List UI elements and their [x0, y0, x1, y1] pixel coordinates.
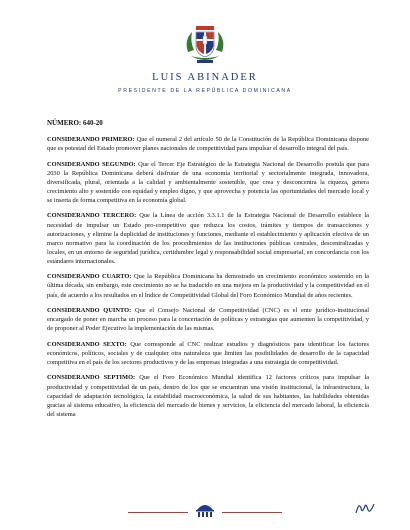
- considerando-paragraph: [47, 272, 369, 299]
- paragraph-label: CONSIDERANDO SEPTIMO:: [47, 374, 136, 382]
- considerando-paragraph: [47, 340, 369, 367]
- president-name: LUIS ABINADER: [152, 72, 258, 83]
- paragraph-label: CONSIDERANDO TERCERO:: [47, 212, 137, 220]
- considerando-paragraph: [47, 306, 369, 333]
- document-body: [47, 135, 369, 425]
- paragraph-text: Que el Foro Económico Mundial identifica 12 factores críticos para impulsar la productividad y competitividad de un país, dentro de los que se encuentran una visión institucional, la infraestructura, la capacidad de adaptación tecnológica, la estabilidad macroeconómica, la salud de sus habitantes, las habilidades obtenidas gracias al sistema educativo, la eficiencia del mercado de bienes y servicios, la eficiencia del mercado laboral, la eficiencia del sistema: [47, 374, 369, 418]
- footer-divider-left: [128, 512, 188, 513]
- handwritten-initials-icon: [353, 500, 377, 516]
- decree-number: NÚMERO: 640-20: [47, 119, 103, 127]
- paragraph-text: Que el Consejo Nacional de Competitividad (CNC) es el ente jurídico-institucional encargado de poner en marcha un proceso para la concertación de políticas y estrategias que aumenten la competitividad, y de proponer al Poder Ejecutivo la implementación de las mismas.: [47, 307, 369, 333]
- considerando-paragraph: [47, 373, 369, 418]
- paragraph-text: Que corresponde al CNC realizar estudios y diagnósticos para identificar los factores económicos, políticos, sociales y de cualquier otra naturaleza que limiten las posibilidades de desarrollo de la capacidad competitiva en el país de los sectores productivos y de las empresas integradas a una estrategia de competitividad.: [47, 340, 369, 366]
- considerando-paragraph: [47, 211, 369, 266]
- office-title: PRESIDENTE DE LA REPÚBLICA DOMINICANA: [118, 88, 292, 94]
- paragraph-label: CONSIDERANDO PRIMERO:: [47, 136, 135, 143]
- paragraph-label: CONSIDERANDO SEXTO:: [47, 340, 127, 348]
- paragraph-label: CONSIDERANDO SEGUNDO:: [47, 160, 136, 168]
- paragraph-text: Que el numeral 2 del artículo 50 de la Constitución de la República Dominicana dispone que es potestad del Estado promover planes nacionales de competitividad para impulsar el desarrollo integral del país.: [47, 136, 369, 153]
- considerando-paragraph: [47, 160, 369, 205]
- considerando-paragraph: [47, 135, 369, 153]
- footer-divider-right: [222, 512, 282, 513]
- paragraph-text: Que la República Dominicana ha demostrado un crecimiento económico sostenido en la última década, sin embargo, este crecimiento no se ha traducido en una mejora en la productividad y la competitividad en el país, de acuerdo a los resultados en el Índice de Competitividad Global del Foro Económico Mundial de años recientes.: [47, 273, 369, 299]
- paragraph-text: Que el Tercer Eje Estratégico de la Estrategia Nacional de Desarrollo postula que para 2030 la República Dominicana deberá disfrutar de una economía territorial y sectorialmente integrada, innovadora, diversificada, plural, orientada a la calidad y ambientalmente sostenible, que crea y desconcentra la riqueza, genera crecimiento alto y sostenido con equidad y empleo digno, y que aprovecha y potencia las oportunidades del mercado local y se inserta de forma competitiva en la economía global.: [47, 160, 369, 204]
- building-emblem-icon: [194, 500, 216, 518]
- coat-of-arms-icon: [182, 22, 228, 68]
- paragraph-text: Que la Línea de acción 3.3.1.1 de la Estrategia Nacional de Desarrollo establece la necesidad de impulsar un Estado pro-competitivo que reduzca los costos, trámites y tiempos de transacciones y autorizaciones, y elimine la duplicidad de instituciones y funciones, mediante el establecimiento y aplicación efectiva de un marco normativo para la coordinación de los procedimientos de las instituciones públicas centrales, descentralizadas y locales, en un entorno de seguridad jurídica, certidumbre legal y responsabilidad social empresarial, en concordancia con los estándares internacionales.: [47, 212, 369, 265]
- paragraph-label: CONSIDERANDO CUARTO:: [47, 273, 132, 281]
- paragraph-label: CONSIDERANDO QUINTO:: [47, 307, 132, 315]
